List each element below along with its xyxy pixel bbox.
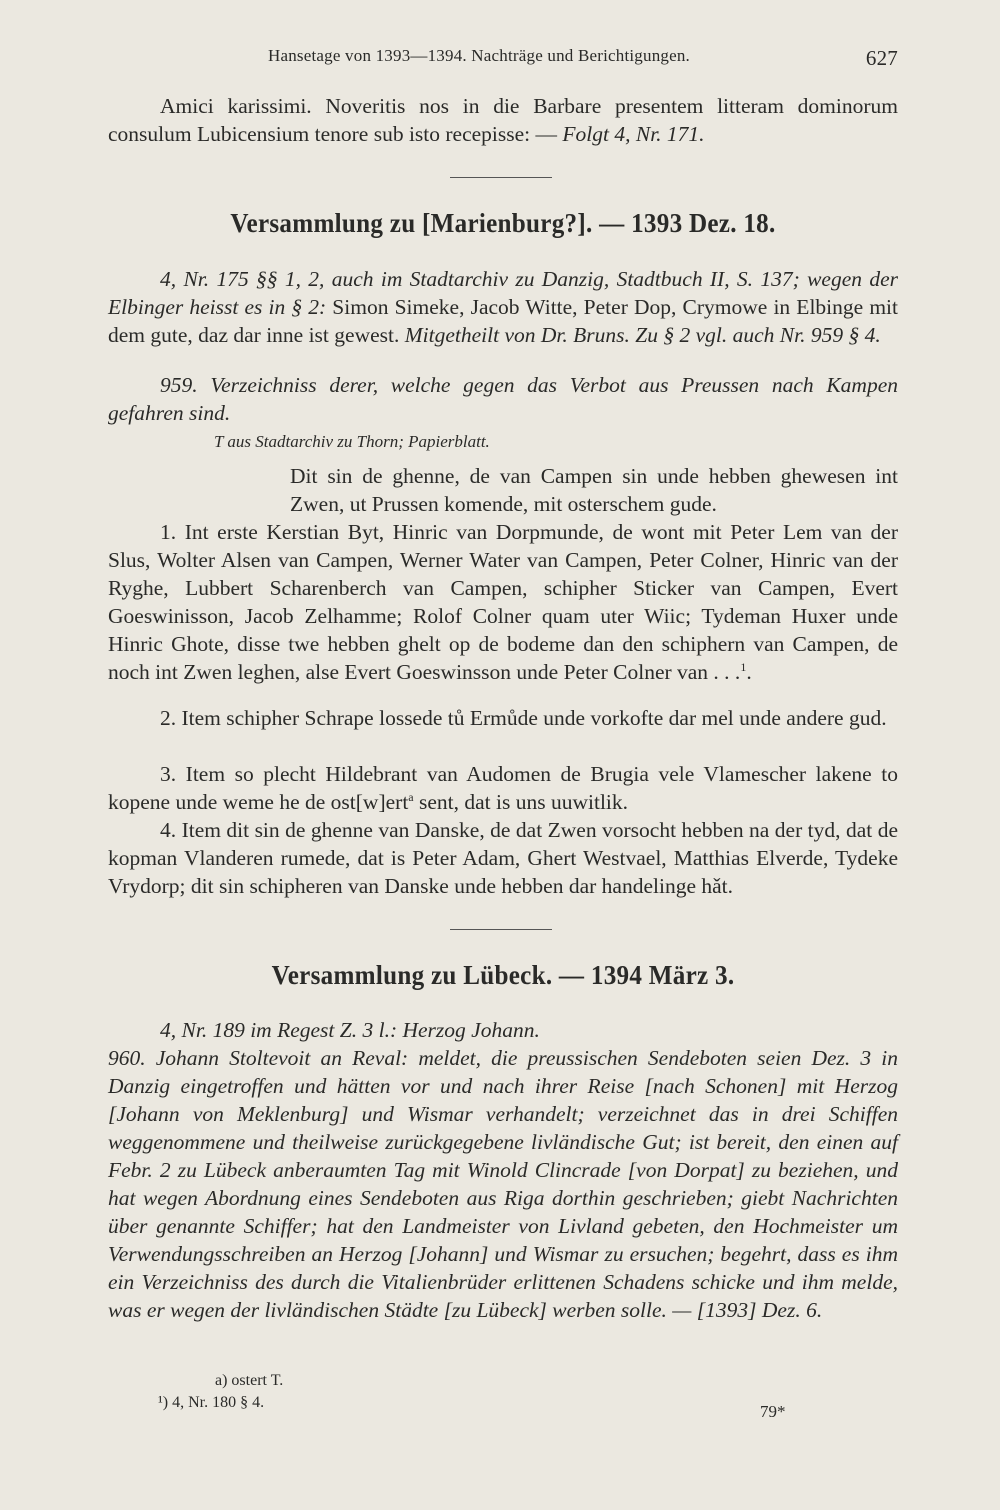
page-number: 627 — [865, 46, 898, 70]
footnote-ref-1: 1 — [740, 659, 747, 674]
section2-note: 4, Nr. 189 im Regest Z. 3 l.: Herzog Johann. — [160, 1018, 540, 1042]
doc-959-item-4: 4. Item dit sin de ghenne van Danske, de dat Zwen vorsocht hebben na der tyd, dat de kopman Vlanderen rumede, dat is Peter Adam, Ghert Westvael, Matthias Elverde, Tydeke Vrydorp; dit sin schipheren van Danske unde hebben dar handelinge hǎt. — [108, 818, 898, 898]
footnote-ref-a: a — [408, 789, 414, 804]
intro-text: Amici karissimi. Noveritis nos in die Barbare presentem litteram dominorum consulum Lubicensium tenore sub isto recepisse: — — [108, 94, 898, 146]
doc-959-item-3 — [108, 760, 898, 816]
section1-note-a: 4, Nr. 175 §§ 1, 2, auch im Stadtarchiv zu Danzig, Stadtbuch II, S. 137; wegen der Elbinger heisst es in § 2: — [108, 267, 898, 319]
doc-959-item-1: 1. Int erste Kerstian Byt, Hinric van Dorpmunde, de wont mit Peter Lem van der Slus, Wolter Alsen van Campen, Werner Water van Campen, Peter Colner, Hinric van der Ryghe, Lubbert Scharenberch van Campen, schipher Sticker van Campen, Evert Goeswinisson, Jacob Zelhamme; Rolof Colner quam uter Wiic; Tydeman Huxer unde Hinric Ghote, disse twe hebben ghelt op de bodeme dan den schiphern van Campen, de noch int Zwen leghen, alse Evert Goeswinsson unde Peter Colner van . . .$^1$. — [108, 520, 898, 684]
doc-960-text: Johann Stoltevoit an Reval: meldet, die preussischen Sendeboten seien Dez. 3 in Danzig eingetroffen und hätten vor und nach ihrer Reise [nach Schonen] mit Herzog [Johann von Meklenburg] und Wismar verhandelt; verzeichnet das in drei Schiffen weggenommene und theilweise zurückgegebene livländische Gut; ist bereit, den einen auf Febr. 2 zu Lübeck anberaumten Tag mit Winold Clincrade [von Dorpat] zu beziehen, und hat wegen Abordnung eines Sendeboten aus Riga dorthin geschrieben; giebt Nachrichten über genannte Schiffer; hat den Landmeister von Livland gebeten, den Hochmeister um Verwendungsschreiben an Herzog [Johann] und Wismar zu ersuchen; begehrt, dass es ihm ein Verzeichniss des durch die Vitalienbrüder erlittenen Schadens schicke und ihm melde, was er wegen der livländischen Städte [zu Lübeck] werben solle. — [1393] Dez. 6. — [108, 1046, 898, 1322]
item-3-text-a: 3. Item so plecht Hildebrant van Audomen de Brugia vele Vlamescher lakene to kopene unde weme he de ost[w]ert — [108, 762, 898, 814]
section1-note-b: Simon Simeke, Jacob Witte, Peter Dop, Crymowe in Elbinge mit dem gute, daz dar inne ist gewest. — [108, 295, 898, 347]
section-divider — [450, 177, 552, 178]
section-heading-luebeck: Versammlung zu Lübeck. — 1394 März 3. — [271, 960, 735, 990]
section-heading-marienburg: Versammlung zu [Marienburg?]. — 1393 Dez. 18. — [230, 208, 776, 238]
doc-960-number: 960. — [108, 1046, 146, 1070]
section1-note — [108, 265, 898, 349]
section-divider — [450, 929, 552, 930]
item-1-text: 1. Int erste Kerstian Byt, Hinric van Dorpmunde, de wont mit Peter Lem van der Slus, Wolter Alsen van Campen, Werner Water van Campen, Peter Colner, Hinric van der Ryghe, Lubbert Scharenberch van Campen, schipher Sticker van Campen, Evert Goeswinisson, Jacob Zelhamme; Rolof Colner quam uter Wiic; Tydeman Huxer unde Hinric Ghote, disse twe hebben ghelt op de bodeme dan den schiphern van Campen, de noch int Zwen leghen, alse Evert Goeswinsson unde Peter Colner van . . . — [108, 520, 898, 684]
doc-959-source: T aus Stadtarchiv zu Thorn; Papierblatt. — [214, 432, 490, 451]
doc-959-title — [108, 371, 898, 427]
doc-959-title-text: Verzeichniss derer, welche gegen das Verbot aus Preussen nach Kampen gefahren sind. — [108, 373, 898, 425]
intro-reference: Folgt 4, Nr. 171. — [562, 122, 705, 146]
section1-note-c: Mitgetheilt von Dr. Bruns. Zu § 2 vgl. auch Nr. 959 § 4. — [404, 323, 881, 347]
running-title: Hansetage von 1393—1394. Nachträge und Berichtigungen. — [268, 46, 690, 65]
footnote-1: ¹) 4, Nr. 180 § 4. — [158, 1394, 265, 1411]
sheet-signature: 79* — [760, 1402, 786, 1421]
intro-paragraph — [108, 92, 898, 148]
doc-959-opening: Dit sin de ghenne, de van Campen sin unde hebben ghewesen int Zwen, ut Prussen komende, mit osterschem gude. — [290, 464, 898, 516]
doc-959-number: 959. — [160, 373, 198, 397]
item-3-text-b: sent, dat is uns uuwitlik. — [413, 790, 629, 814]
doc-959-item-2: 2. Item schipher Schrape lossede tů Ermůde unde vorkofte dar mel unde andere gud. — [160, 706, 887, 730]
doc-960 — [108, 1044, 898, 1324]
footnote-a: a) ostert T. — [215, 1372, 284, 1389]
